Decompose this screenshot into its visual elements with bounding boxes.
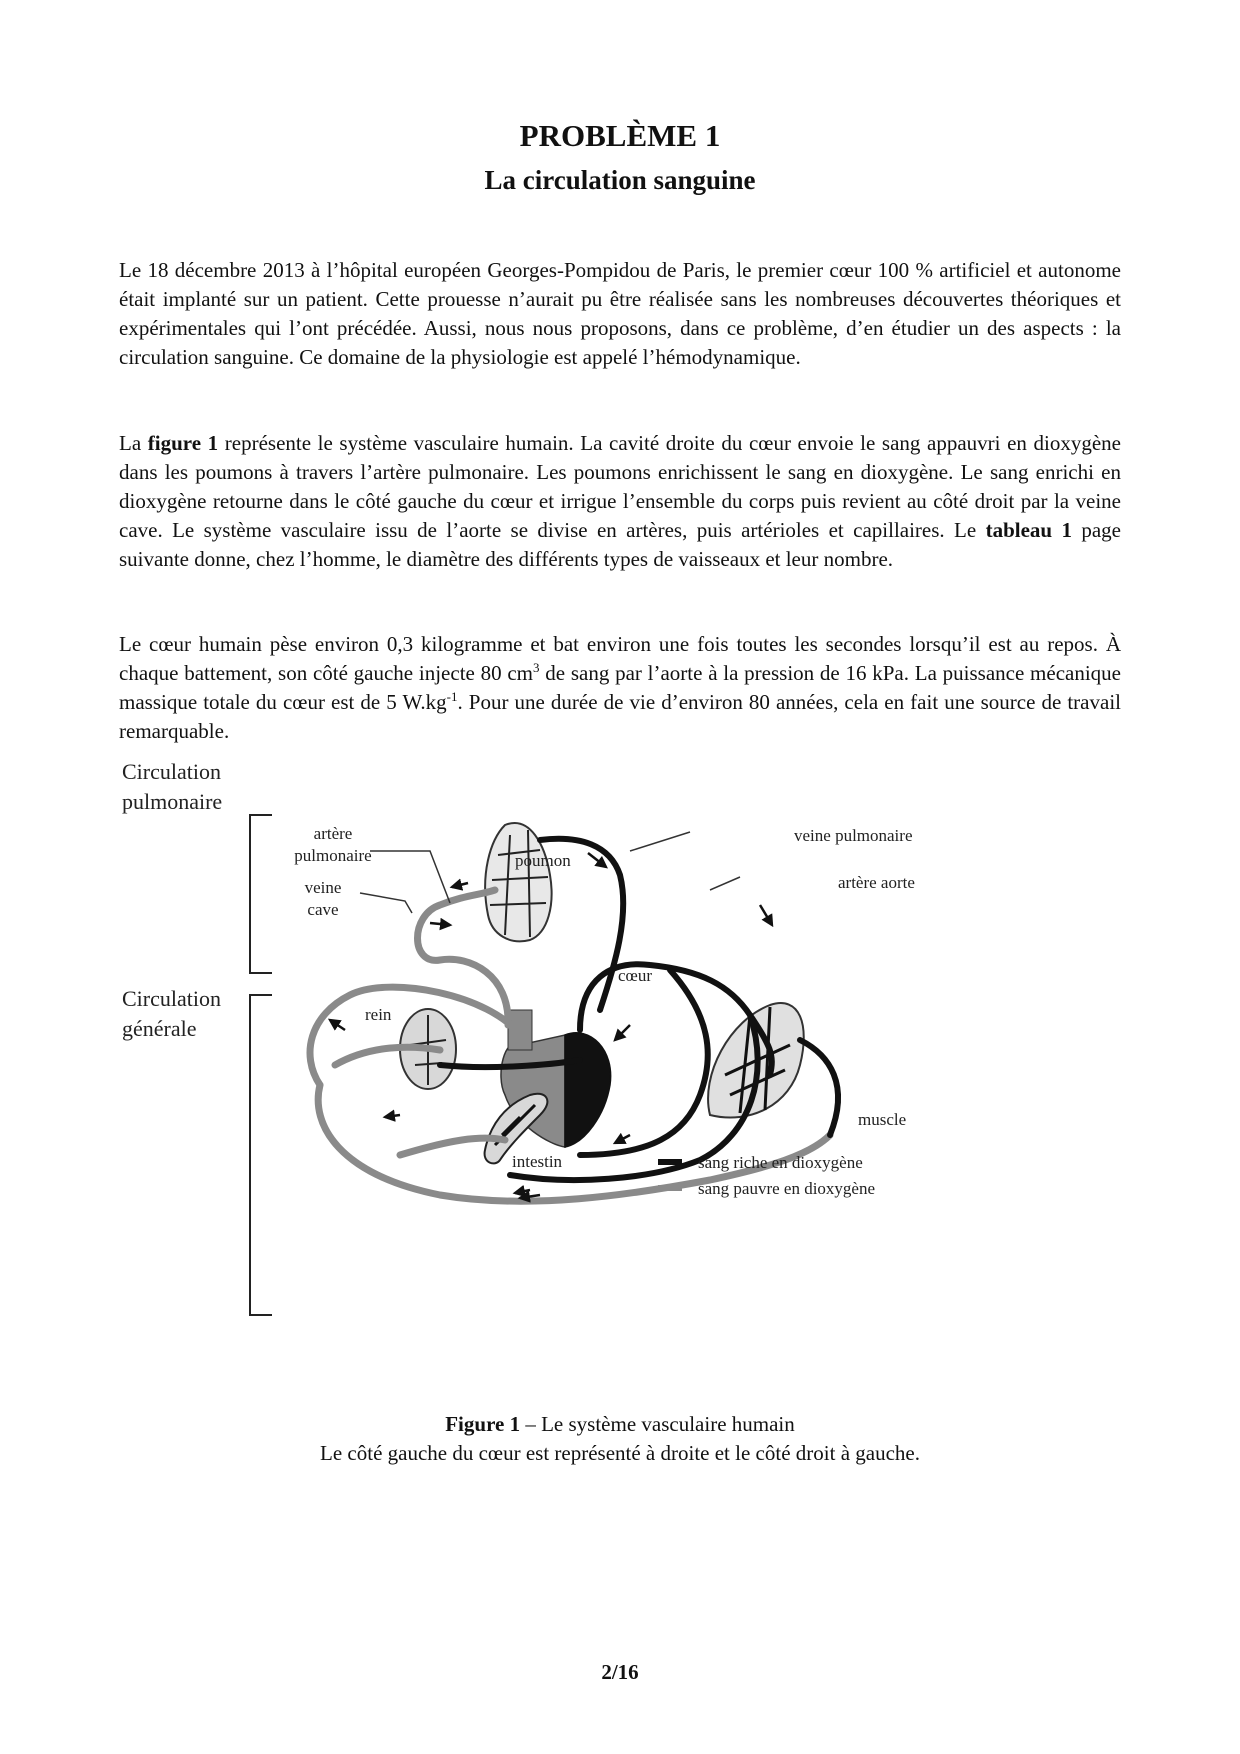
lung-label: poumon — [515, 851, 571, 870]
figure-caption-title: – Le système vasculaire humain — [520, 1412, 795, 1436]
intestine-label: intestin — [512, 1152, 563, 1171]
superscript: 3 — [533, 660, 540, 675]
vascular-system-figure — [110, 759, 1130, 1355]
section-label-line: générale — [122, 1016, 197, 1041]
vascular-system-paragraph — [119, 429, 1121, 574]
label-line: veine — [304, 878, 342, 897]
section-label-line: Circulation — [122, 759, 221, 784]
paragraph-text: page suivante donne, chez l’homme, le diamètre des différents types de vaisseaux et leur nombre. — [119, 518, 1121, 571]
figure-caption-line1 — [0, 1410, 1240, 1439]
figure-reference: figure 1 — [147, 431, 219, 455]
heart-label: cœur — [618, 966, 652, 985]
legend-poor-label: sang pauvre en dioxygène — [698, 1179, 876, 1198]
figure-caption — [0, 1410, 1240, 1468]
aorta-label: artère aorte — [838, 873, 915, 892]
paragraph-text: Le cœur humain pèse environ 0,3 kilogramme et bat environ une fois toutes les secondes lorsqu’il est au repos. À chaque battement, son côté gauche injecte 80 cm — [119, 632, 1121, 685]
label-line: artère — [313, 824, 353, 843]
general-bracket — [250, 995, 272, 1315]
circulation-diagram — [110, 795, 1130, 1355]
pulmonary-artery-label — [278, 823, 388, 867]
problem-subtitle: La circulation sanguine — [484, 165, 756, 195]
section-label-line: Circulation — [122, 986, 221, 1011]
muscle-label: muscle — [858, 1110, 907, 1129]
pulmonary-circulation-label — [122, 757, 222, 817]
paragraph-text: représente le système vasculaire humain. La cavité droite du cœur envoie le sang appauvri en dioxygène dans les poumons à travers l’artère pulmonaire. Les poumons enrichissent le sang en dioxygène. Le sang enrichi en dioxygène retourne dans le côté gauche du cœur et irrigue l’ensemble du corps puis revient au côté droit par la veine cave. Le système vasculaire issu de l’aorte se divise en artères, puis artérioles et capillaires. Le — [119, 431, 1121, 542]
section-label-line: pulmonaire — [122, 789, 223, 814]
figure-caption-number: Figure 1 — [445, 1412, 521, 1436]
paragraph-text: de sang par l’aorte à la pression de 16 kPa. La puissance mécanique massique totale du cœur est de 5 W.kg — [119, 661, 1121, 714]
vena-cava-label — [278, 877, 368, 921]
paragraph-text: . Pour une durée de vie d’environ 80 années, cela en fait une source de travail remarquable. — [119, 690, 1121, 743]
intro-paragraph-text: Le 18 décembre 2013 à l’hôpital européen Georges-Pompidou de Paris, le premier cœur 100 % artificiel et autonome était implanté sur un patient. Cette prouesse n’aurait pu être réalisée sans les nombreuses découvertes théoriques et expérimentales qui l’ont précédée. Aussi, nous nous proposons, dans ce problème, d’en étudier un des aspects : la circulation sanguine. Ce domaine de la physiologie est appelé l’hémodynamique. — [119, 258, 1121, 369]
table-reference: tableau 1 — [985, 518, 1072, 542]
intro-paragraph — [119, 256, 1121, 372]
problem-title: PROBLÈME 1 — [519, 118, 721, 153]
paragraph-text: La — [119, 431, 148, 455]
general-circulation-label — [122, 984, 221, 1044]
legend-rich-label: sang riche en dioxygène — [698, 1153, 863, 1172]
pulmonary-bracket — [250, 815, 272, 973]
heart-power-paragraph — [119, 630, 1121, 746]
figure-caption-line2: Le côté gauche du cœur est représenté à droite et le côté droit à gauche. — [320, 1441, 920, 1465]
label-line: pulmonaire — [294, 846, 372, 865]
label-line: cave — [307, 900, 339, 919]
page-number: 2/16 — [601, 1660, 639, 1684]
superscript: -1 — [446, 689, 458, 704]
kidney-label: rein — [365, 1005, 392, 1024]
pulmonary-vein-label: veine pulmonaire — [794, 826, 913, 845]
